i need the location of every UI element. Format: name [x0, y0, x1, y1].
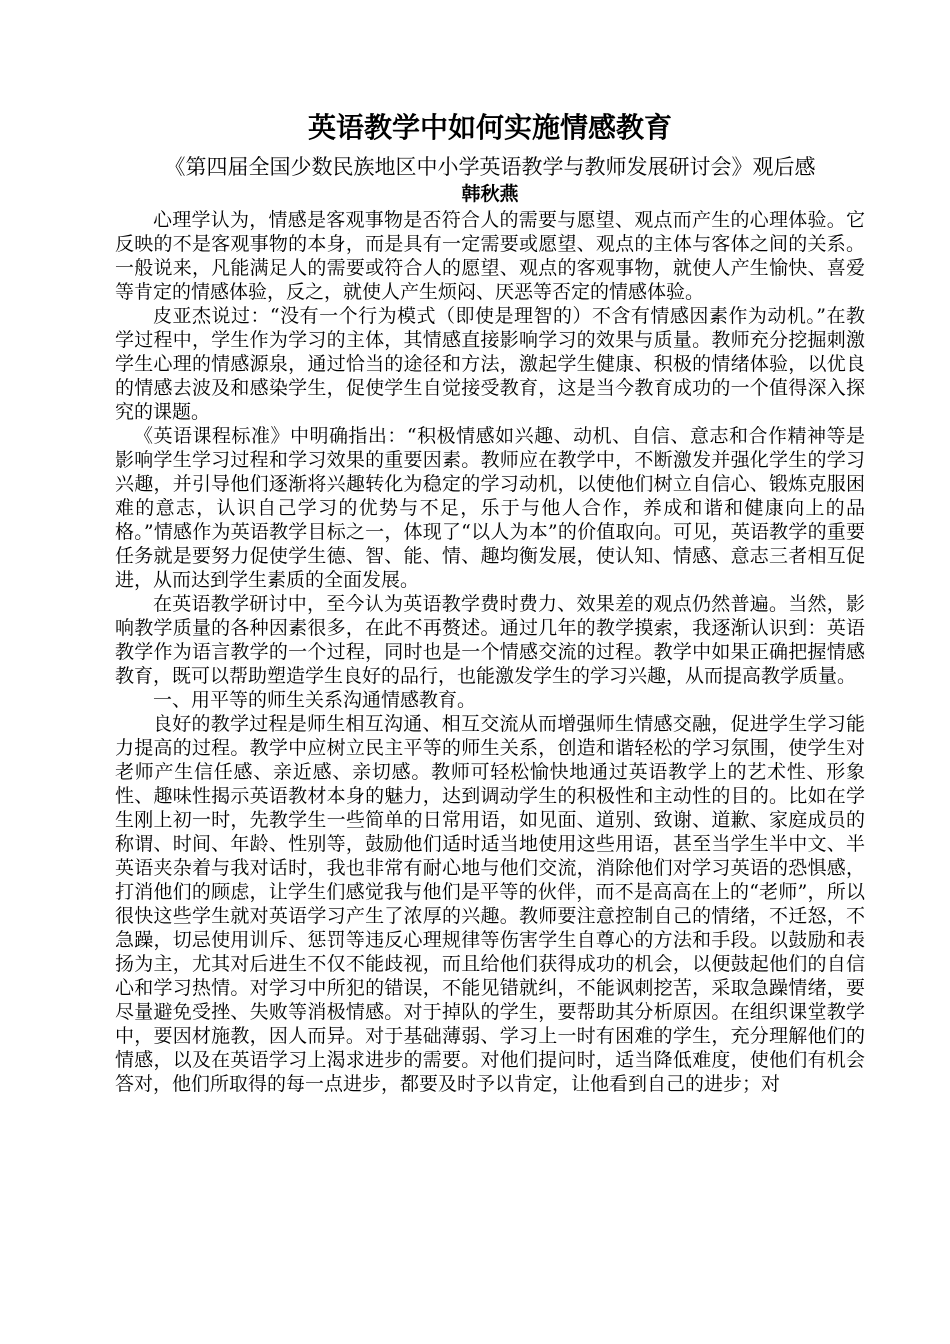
document-author: 韩秋燕 [461, 183, 519, 205]
section-heading-equal-relationship: 一、用平等的师生关系沟通情感教育。 [153, 689, 477, 711]
document-title: 英语教学中如何实施情感教育 [307, 111, 672, 144]
paragraph-equal-relationship: 良好的教学过程是师生相互沟通、相互交流从而增强师生情感交融，促进学生学习能力提高的过程。教学中应树立民主平等的师生关系，创造和谐轻松的学习氛围，使学生对老师产生信任感、亲近感、亲切感。教师可轻松愉快地通过英语教学上的艺术性、形象性、趣味性揭示英语教材本身的魅力，达到调动学生的积极性和主动性的目的。比如在学生刚上初一时，先教学生一些简单的日常用语，如见面、道别、致谢、道歉、家庭成员的称谓、时间、年龄、性别等，鼓励他们适时适当地使用这些用语，甚至当学生半中文、半英语夹杂着与我对话时，我也非常有耐心地与他们交流，消除他们对学习英语的恐惧感，打消他们的顾虑，让学生们感觉我与他们是平等的伙伴，而不是高高在上的“老师”，所以很快这些学生就对英语学习产生了浓厚的兴趣。教师要注意控制自己的情绪，不迁怒，不急躁，切忌使用训斥、惩罚等违反心理规律等伤害学生自尊心的方法和手段。以鼓励和表扬为主，尤其对后进生不仅不能歧视，而且给他们获得成功的机会，以便鼓起他们的自信心和学习热情。对学习中所犯的错误，不能见错就纠，不能讽刺挖苦，采取急躁情绪，要尽量避免受挫、失败等消极情感。对于掉队的学生，要帮助其分析原因。在组织课堂教学中，要因材施教，因人而异。对于基础薄弱、学习上一时有困难的学生，充分理解他们的情感，以及在英语学习上渴求进步的需要。对他们提问时，适当降低难度，使他们有机会答对，他们所取得的每一点进步，都要及时予以肯定，让他看到自己的进步；对 [115, 713, 865, 1095]
paragraph-teaching-research: 在英语教学研讨中，至今认为英语教学费时费力、效果差的观点仍然普遍。当然，影响教学质量的各种因素很多，在此不再赘述。通过几年的教学摸索，我逐渐认识到：英语教学作为语言教学的一个过程，同时也是一个情感交流的过程。教学中如果正确把握情感教育，既可以帮助塑造学生良好的品行，也能激发学生的学习兴趣，从而提高教学质量。 [115, 593, 865, 687]
paragraph-definition: 心理学认为，情感是客观事物是否符合人的需要与愿望、观点而产生的心理体验。它反映的不是客观事物的本身，而是具有一定需要或愿望、观点的主体与客体之间的关系。一般说来，凡能满足人的需要或符合人的愿望、观点的客观事物，就使人产生愉快、喜爱等肯定的情感体验，反之，就使人产生烦闷、厌恶等否定的情感体验。 [115, 209, 865, 303]
paragraph-piaget-quote: 皮亚杰说过：“没有一个行为模式（即使是理智的）不含有情感因素作为动机。”在教学过程中，学生作为学习的主体，其情感直接影响学习的效果与质量。教师充分挖掘刺激学生心理的情感源泉，通过恰当的途径和方法，激起学生健康、积极的情绪体验，以优良的情感去波及和感染学生，促使学生自觉接受教育，这是当今教育成功的一个值得深入探究的课题。 [115, 305, 865, 423]
document-page [115, 100, 865, 1096]
paragraph-curriculum-standard: 《英语课程标准》中明确指出：“积极情感如兴趣、动机、自信、意志和合作精神等是影响学生学习过程和学习效果的重要因素。教师应在教学中，不断激发并强化学生的学习兴趣，并引导他们逐渐将兴趣转化为稳定的学习动机，以使他们树立自信心、锻炼克服困难的意志，认识自己学习的优势与不足，乐于与他人合作，养成和谐和健康向上的品格。”情感作为英语教学目标之一，体现了“以人为本”的价值取向。可见，英语教学的重要任务就是要努力促使学生德、智、能、情、趣均衡发展，使认知、情感、意志三者相互促进，从而达到学生素质的全面发展。 [115, 425, 865, 591]
document-subtitle: 《第四届全国少数民族地区中小学英语教学与教师发展研讨会》观后感 [164, 155, 816, 179]
